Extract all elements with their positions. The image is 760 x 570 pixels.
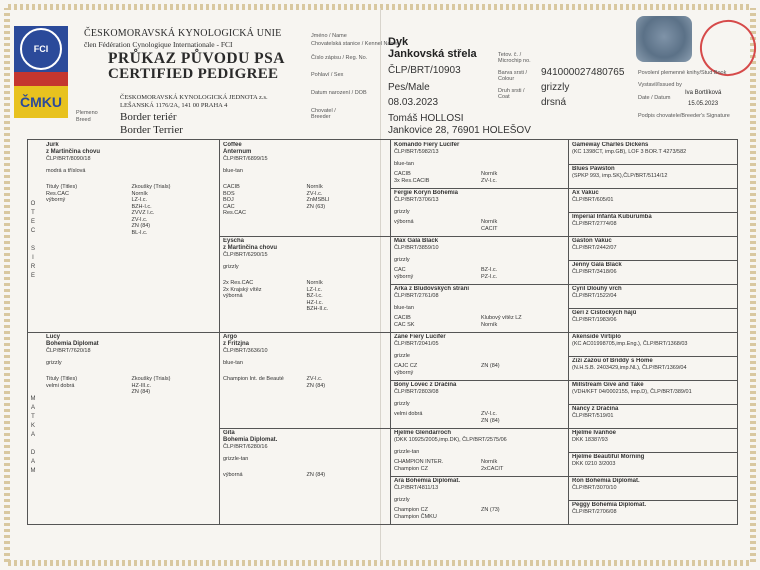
grid-line	[568, 404, 737, 405]
ancestor-name: Jenny Gala Black	[572, 262, 622, 268]
pedigree-cell	[394, 190, 564, 234]
hologram-seal	[636, 16, 692, 62]
ancestor-name: Coffee Anternum	[223, 142, 252, 155]
ancestor-reg-no: ČLP/BRT/1983/06	[572, 317, 617, 323]
dog-colour: grizzly	[541, 82, 570, 93]
ancestor-name: Cyril Dlouhý vrch	[572, 286, 622, 292]
ancestor-name: Eyscha z Martinčina chovu	[223, 238, 278, 251]
fci-cmku-logo	[14, 26, 68, 118]
ancestor-colour: blue-tan	[394, 160, 414, 167]
ancestor-titles: CAC výborný	[394, 267, 414, 280]
ancestor-reg-no: ČLP/BRT/3859/10	[394, 245, 439, 251]
sex-label: Pohlaví / Sex	[311, 72, 344, 78]
dob-label: Datum narození / DOB	[311, 90, 367, 96]
ancestor-titles: Champion CZ Champion ČMKU	[394, 507, 437, 520]
ancestor-reg-no: ČLP/BRT/4811/13	[394, 485, 439, 491]
fci-logo-icon: FCI	[20, 28, 62, 70]
dog-name: Dyk	[388, 36, 409, 48]
pedigree-cell	[572, 502, 733, 522]
pedigree-cell	[572, 406, 733, 426]
ancestor-colour: blue-tan	[223, 167, 243, 174]
issue-date: 15.05.2023	[688, 101, 719, 107]
grid-line	[568, 332, 737, 333]
pedigree-cell	[394, 478, 564, 522]
breeder-name: Tomáš HOLLOSI	[388, 113, 464, 124]
pedigree-cell	[223, 238, 386, 330]
grid-line	[568, 260, 737, 261]
date-label: Date / Datum	[638, 95, 671, 101]
pedigree-cell	[572, 214, 733, 234]
ancestor-name: Max Gala Black	[394, 238, 439, 244]
ancestor-colour: grizzly	[394, 400, 410, 407]
grid-line	[568, 452, 737, 453]
ancestor-achievements	[394, 363, 564, 376]
ancestor-trials: Zkoušky (Trials) HZ-III.c. ZN (84)	[131, 376, 171, 395]
ancestor-name: Gaston Vakuc	[572, 238, 612, 244]
ancestor-colour: blue-tan	[394, 304, 414, 311]
ancestor-trials: Klubový vítěz LZ Norník	[481, 315, 522, 328]
ancestor-trials: Norník CACIT	[481, 219, 498, 232]
ancestor-reg-no: ČLP/BRT/6899/15	[223, 156, 268, 162]
ancestor-reg-no: ČLP/BRT/2706/08	[572, 509, 617, 515]
ancestor-trials: Norník ZV-I.c. ZnMSBLI ZN (63)	[306, 184, 330, 210]
colour-label: Barva srsti / Colour	[498, 70, 528, 82]
pedigree-cell	[46, 334, 213, 522]
pedigree-cell	[572, 190, 733, 210]
grid-line	[568, 164, 737, 165]
ancestor-name: Hjelme Ivanhoe	[572, 430, 617, 436]
ancestor-achievements	[223, 376, 386, 389]
ancestor-titles: CACIB BOS BOJ CAC Res.CAC	[223, 184, 246, 216]
pedigree-cell	[46, 142, 213, 330]
ancestor-titles: Champion Int. de Beauté	[223, 376, 284, 382]
pedigree-cell	[394, 286, 564, 330]
ancestor-name: Gita Bohemia Diplomat.	[223, 430, 278, 443]
grid-line	[568, 308, 737, 309]
ancestor-colour: grizzly	[223, 263, 239, 270]
jednota-name: ČESKOMORAVSKÁ KYNOLOGICKÁ JEDNOTA z.s.	[120, 94, 268, 101]
jednota-address: LEŠANSKÁ 1176/2A, 141 00 PRAHA 4	[120, 102, 228, 109]
ancestor-name: Akenside Virtiplo	[572, 334, 621, 340]
ancestor-name: Bony Lovec z Dračína	[394, 382, 457, 388]
ancestor-name: Ron Bohemia Diplomat.	[572, 478, 640, 484]
ancestor-name: Blues Pawston	[572, 166, 615, 172]
ancestor-achievements	[394, 459, 564, 472]
pedigree-cell	[572, 454, 733, 474]
ancestor-trials: ZV-I.c. ZN (84)	[481, 411, 500, 424]
ancestor-colour: grizzly	[394, 496, 410, 503]
ancestor-reg-no: (KC 1398CT, imp.GB), LOF 3 BOR.T 4273/582	[572, 149, 687, 155]
ancestor-titles: CAJC CZ výborný	[394, 363, 418, 376]
ancestor-name: Ara Bohemia Diplomat.	[394, 478, 461, 484]
pedigree-cell	[394, 334, 564, 378]
grid-line	[568, 212, 737, 213]
breeder-address: Jankovice 28, 76901 HOLEŠOV	[388, 125, 531, 136]
ancestor-colour: modrá a tříslová	[46, 167, 86, 174]
ancestor-name: Komando Fiery Lucifer	[394, 142, 460, 148]
ancestor-reg-no: (KC AC01998705,imp.Eng.), ČLP/BRT/1368/03	[572, 341, 688, 347]
coat-label: Druh srsti / Coat	[498, 88, 525, 100]
ancestor-achievements	[223, 280, 386, 313]
ancestor-achievements	[46, 184, 213, 236]
pedigree-cell	[394, 142, 564, 186]
ancestor-name: Millstream Give and Take	[572, 382, 644, 388]
ancestor-name: Hjelme Glendarroch	[394, 430, 452, 436]
ancestor-name: Ax Vakuc	[572, 190, 599, 196]
ancestor-name: Hjelme Beautiful Morning	[572, 454, 645, 460]
ancestor-reg-no: ČLP/BRT/2774/08	[572, 221, 617, 227]
grid-line	[568, 380, 737, 381]
ancestor-titles: velmi dobrá	[394, 411, 423, 417]
dog-kennel: Jankovská střela	[388, 48, 477, 60]
ancestor-reg-no: (N.H.S.B. 2403429,imp.NL), ČLP/BRT/1369/04	[572, 365, 687, 371]
ancestor-name: Geri z Čistockých hájů	[572, 310, 637, 316]
ancestor-name: Nancy z Dračína	[572, 406, 619, 412]
ancestor-reg-no: (VDH/KFT 04/0002155, imp.D), ČLP/BRT/389/01	[572, 389, 692, 395]
ancestor-name: Argo z Fritzjna	[223, 334, 250, 347]
ancestor-reg-no: (SPKP 993, imp.SK),ČLP/BRT/5114/12	[572, 173, 668, 179]
ancestor-reg-no: DKK 0210 3/2003	[572, 461, 616, 467]
ancestor-trials: ZN (73)	[481, 507, 500, 513]
ancestor-colour: grizzly	[394, 256, 410, 263]
pedigree-cell	[394, 238, 564, 282]
ancestor-achievements	[394, 171, 564, 184]
ancestor-achievements	[394, 411, 564, 424]
dog-sex: Pes/Male	[388, 82, 430, 93]
chip-label: Tetov. č. / Microchip no.	[498, 52, 531, 64]
ancestor-reg-no: ČLP/BRT/3706/13	[394, 197, 439, 203]
ancestor-trials: BZ-I.c. PZ-I.c.	[481, 267, 498, 280]
pedigree-cell	[394, 382, 564, 426]
dog-dob: 08.03.2023	[388, 97, 439, 108]
pedigree-cell	[572, 334, 733, 354]
grid-line	[568, 428, 737, 429]
sire-label: O T E C S I R E	[30, 201, 36, 279]
pedigree-cell	[223, 334, 386, 426]
pedigree-cell	[572, 358, 733, 378]
ancestor-achievements	[394, 219, 564, 232]
pedigree-cell	[572, 238, 733, 258]
ancestor-reg-no: ČLP/BRT/3636/10	[223, 348, 268, 354]
grid-line	[568, 500, 737, 501]
ancestor-reg-no: ČLP/BRT/2041/05	[394, 341, 439, 347]
breed-cz: Border teriér	[120, 111, 177, 123]
pedigree-cell	[572, 286, 733, 306]
ancestor-colour: grizzle-tan	[394, 448, 420, 455]
ancestor-reg-no: ČLP/BRT/7620/18	[46, 348, 91, 354]
kennel-label: Chovatelská stanice / Kennel Name	[311, 41, 399, 47]
chip-number: 941000027480765	[541, 67, 625, 78]
ancestor-trials: Norník 2xCACIT	[481, 459, 504, 472]
ancestor-trials: Zkoušky (Trials) Norník LZ-I.c. BZH-I.c. ZVVZ I.c. ZV-I.c. ZN (84) BL-I.c.	[131, 184, 171, 236]
ancestor-titles: 2x Res.CAC 2x Krajský vítěz výborná	[223, 280, 262, 299]
ancestor-trials: ZV-I.c. ZN (84)	[306, 376, 326, 389]
grid-line	[568, 476, 737, 477]
ancestor-reg-no: ČLP/BRT/6290/15	[223, 252, 268, 258]
dog-reg-no: ČLP/BRT/10903	[388, 65, 461, 76]
decorative-border	[4, 8, 10, 562]
ancestor-titles: výborná	[394, 219, 414, 225]
pedigree-cell	[572, 310, 733, 330]
ancestor-name: Jurk z Martinčina chovu	[46, 142, 101, 155]
ancestor-reg-no: ČLP/BRT/6280/16	[223, 444, 268, 450]
signature-label: Podpis chovatele/Breeder's Signature	[638, 113, 730, 119]
ancestor-name: Imperial Infanta Kuburumba	[572, 214, 652, 220]
name-label: Jméno / Name	[311, 33, 347, 39]
ancestor-reg-no: DKK 18387/93	[572, 437, 608, 443]
ancestor-reg-no: ČLP/BRT/605/01	[572, 197, 614, 203]
pedigree-table	[27, 139, 738, 525]
ancestor-titles: Tituly (Titles) Res.CAC výborný	[46, 184, 78, 203]
pedigree-cell	[572, 478, 733, 498]
grid-line	[568, 356, 737, 357]
decorative-border	[750, 8, 756, 562]
ancestor-name: Peggy Bohemia Diplomat.	[572, 502, 647, 508]
pedigree-cell	[572, 166, 733, 186]
ancestor-trials: ZN (84)	[306, 472, 326, 478]
ancestor-reg-no: ČLP/BRT/3418/06	[572, 269, 617, 275]
org-name: ČESKOMORAVSKÁ KYNOLOGICKÁ UNIE	[84, 28, 282, 39]
ancestor-reg-no: ČLP/BRT/2803/08	[394, 389, 439, 395]
ancestor-reg-no: ČLP/BRT/3070/10	[572, 485, 617, 491]
pedigree-cell	[572, 382, 733, 402]
ancestor-colour: blue-tan	[223, 359, 243, 366]
pedigree-cell	[394, 430, 564, 474]
breed-label-cz: Plemeno	[76, 110, 98, 116]
org-membership: člen Fédération Cynologique Internationale - FCI	[84, 40, 233, 49]
ancestor-achievements	[46, 376, 213, 396]
ancestor-achievements	[223, 184, 386, 217]
ancestor-colour: grizzle-tan	[223, 455, 249, 462]
ancestor-titles: CACIB 3x Res.CACIB	[394, 171, 430, 184]
grid-line	[568, 284, 737, 285]
studbook-label: Povolení plemenné knihy/Stud Book	[638, 70, 727, 76]
ancestor-name: Lucy Bohemia Diplomat	[46, 334, 99, 347]
pedigree-cell	[572, 430, 733, 450]
ancestor-titles: CHAMPION INTER. Champion CZ	[394, 459, 444, 472]
ancestor-titles: Tituly (Titles) velmi dobrá	[46, 376, 78, 389]
ancestor-reg-no: ČLP/BRT/519/01	[572, 413, 614, 419]
reg-label: Číslo zápisu / Reg. No.	[311, 55, 368, 61]
ancestor-achievements	[394, 267, 564, 280]
dam-label: M A T K A D A M	[30, 396, 36, 474]
ancestor-reg-no: ČLP/BRT/8090/18	[46, 156, 91, 162]
breed-en: Border Terrier	[120, 124, 183, 136]
ancestor-colour: grizzly	[46, 359, 62, 366]
issued-by: Iva Bortlíková	[685, 90, 722, 96]
ancestor-name: Zizi Zazou of Briddy´s Home	[572, 358, 653, 364]
ancestor-reg-no: ČLP/BRT/2761/08	[394, 293, 439, 299]
ancestor-reg-no: ČLP/BRT/2442/07	[572, 245, 617, 251]
pedigree-cell	[223, 142, 386, 234]
ancestor-trials: Norník ZV-I.c.	[481, 171, 498, 184]
pedigree-cell	[572, 262, 733, 282]
ancestor-trials: ZN (84)	[481, 363, 500, 369]
ancestor-reg-no: ČLP/BRT/5982/13	[394, 149, 439, 155]
dog-coat: drsná	[541, 97, 567, 108]
ancestor-trials: Norník LZ-I.c. BZ-I.c. HZ-I.c. BZH-II.c.	[306, 280, 329, 312]
ancestor-reg-no: ČLP/BRT/1522/04	[572, 293, 617, 299]
breed-label-en: Breed	[76, 117, 91, 123]
ancestor-achievements	[223, 472, 386, 479]
grid-line	[568, 236, 737, 237]
ancestor-titles: výborná	[223, 472, 243, 478]
ancestor-titles: CACIB CAC SK	[394, 315, 415, 328]
document-title-cz: PRŮKAZ PŮVODU PSA	[108, 50, 285, 67]
ancestor-colour: grizzle	[394, 352, 410, 359]
cmku-logo-text: ČMKU	[14, 86, 68, 118]
ancestor-achievements	[394, 507, 564, 520]
ancestor-name: Fergie Koryn Bohemia	[394, 190, 459, 196]
pedigree-cell	[572, 142, 733, 162]
ancestor-name: Arka z Bludovských strání	[394, 286, 470, 292]
ancestor-name: Zane Fiery Lucifer	[394, 334, 446, 340]
pedigree-cell	[223, 430, 386, 522]
document-title-en: CERTIFIED PEDIGREE	[108, 66, 279, 82]
breeder-label: Chovatel / Breeder	[311, 108, 336, 120]
grid-line	[568, 188, 737, 189]
ancestor-colour: grizzly	[394, 208, 410, 215]
ancestor-name: Gameway Charles Dickens	[572, 142, 649, 148]
ancestor-reg-no: (DKK 10925/2005,imp.DK), ČLP/BRT/2575/06	[394, 437, 507, 443]
ancestor-achievements	[394, 315, 564, 328]
issued-label: Vystavil/Issued by	[638, 82, 682, 88]
